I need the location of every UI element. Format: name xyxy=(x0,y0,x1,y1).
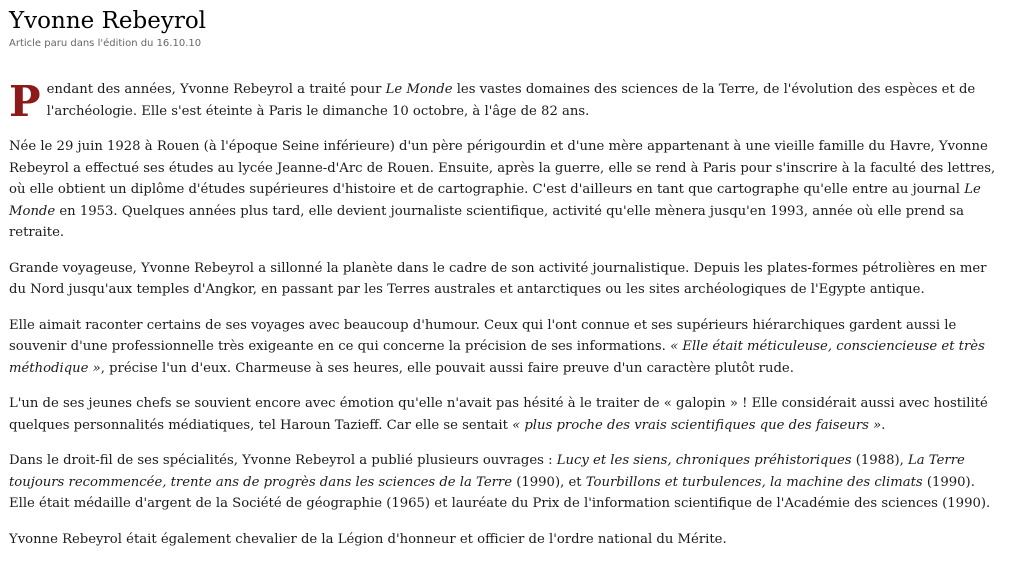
paragraph-4-text: Elle aimait raconter certains de ses voyages avec beaucoup d'humour. Ceux qui l'ont connue et ses supérieurs hiérarchiques gardent aussi le souvenir d'une professionnelle très exigeante en ce qui concerne la précision de ses informations. xyxy=(9,317,957,354)
paragraph-6-text-end: (1990). Elle était médaille d'argent de la Société de géographie (1965) et lauréate du Prix de l'information scientifique de l'Académie des sciences (1990). xyxy=(9,474,991,511)
paragraph-2-text-end: en 1953. Quelques années plus tard, elle devient journaliste scientifique, activité qu'elle mènera jusqu'en 1993, année où elle prend sa retraite. xyxy=(9,203,965,240)
article-body xyxy=(9,79,1001,550)
book-title: Tourbillons et turbulences, la machine des climats xyxy=(585,474,923,490)
paragraph-5-text: L'un de ses jeunes chefs se souvient encore avec émotion qu'elle n'avait pas hésité à le traiter de « galopin » ! Elle considérait aussi avec hostilité quelques personnalités médiatiques, tel Haroun Tazieff. Car elle se sentait xyxy=(9,396,988,433)
publication-date: Article paru dans l'édition du 16.10.10 xyxy=(9,38,202,49)
paragraph-1-text-end: les vastes domaines des sciences de la Terre, de l'évolution des espèces et de l'archéologie. Elle s'est éteinte à Paris le dimanche 10 octobre, à l'âge de 82 ans. xyxy=(46,82,976,119)
quote: « Elle était méticuleuse, consciencieuse et très méthodique » xyxy=(9,339,985,376)
article xyxy=(9,6,1001,564)
book-title: La Terre toujours recommencée, trente ans de progrès dans les sciences de la Terre xyxy=(9,453,965,490)
article-title: Yvonne Rebeyrol xyxy=(9,8,207,34)
book-title: Lucy et les siens, chroniques préhistoriques xyxy=(556,453,852,468)
newspaper-name: Le Monde xyxy=(385,82,453,97)
paragraph-1-text: endant des années, Yvonne Rebeyrol a traité pour xyxy=(46,82,386,97)
paragraph-4-text-end: , précise l'un d'eux. Charmeuse à ses heures, elle pouvait aussi faire preuve d'un caractère plutôt rude. xyxy=(100,360,794,376)
paragraph-6-text: (1988), xyxy=(851,453,908,468)
paragraph-3: Grande voyageuse, Yvonne Rebeyrol a sillonné la planète dans le cadre de son activité journalistique. Depuis les plates-formes pétrolières en mer du Nord jusqu'aux temples d'Angkor, en passant par les Terres australes et antarctiques ou les sites archéologiques de l'Egypte antique. xyxy=(9,260,987,297)
paragraph-1 xyxy=(9,77,1001,126)
paragraph-2-text: Née le 29 juin 1928 à Rouen (à l'époque Seine inférieure) d'un père périgourdin et d'une mère appartenant à une vieille famille du Havre, Yvonne Rebeyrol a effectué ses études au lycée Jeanne-d'Arc de Rouen. Ensuite, après la guerre, elle se rend à Paris pour s'inscrire à la faculté des lettres, où elle obtient un diplôme d'études supérieures d'histoire et de cartographie. C'est d'ailleurs en tant que cartographe qu'elle entre au journal xyxy=(9,139,996,197)
paragraph-6-text: (1990), et xyxy=(512,474,586,490)
newspaper-name: Le Monde xyxy=(9,182,981,219)
paragraph-5 xyxy=(9,393,1001,436)
paragraph-6 xyxy=(9,450,1001,515)
paragraph-4 xyxy=(9,315,1001,380)
paragraph-2 xyxy=(9,136,1001,244)
quote: « plus proche des vrais scientifiques que des faiseurs » xyxy=(512,417,882,433)
drop-cap: P xyxy=(9,77,41,126)
paragraph-6-text: Dans le droit-fil de ses spécialités, Yvonne Rebeyrol a publié plusieurs ouvrages : xyxy=(9,453,557,468)
paragraph-5-text-end: . xyxy=(881,417,886,433)
paragraph-7: Yvonne Rebeyrol était également chevalier de la Légion d'honneur et officier de l'ordre national du Mérite. xyxy=(9,531,727,547)
